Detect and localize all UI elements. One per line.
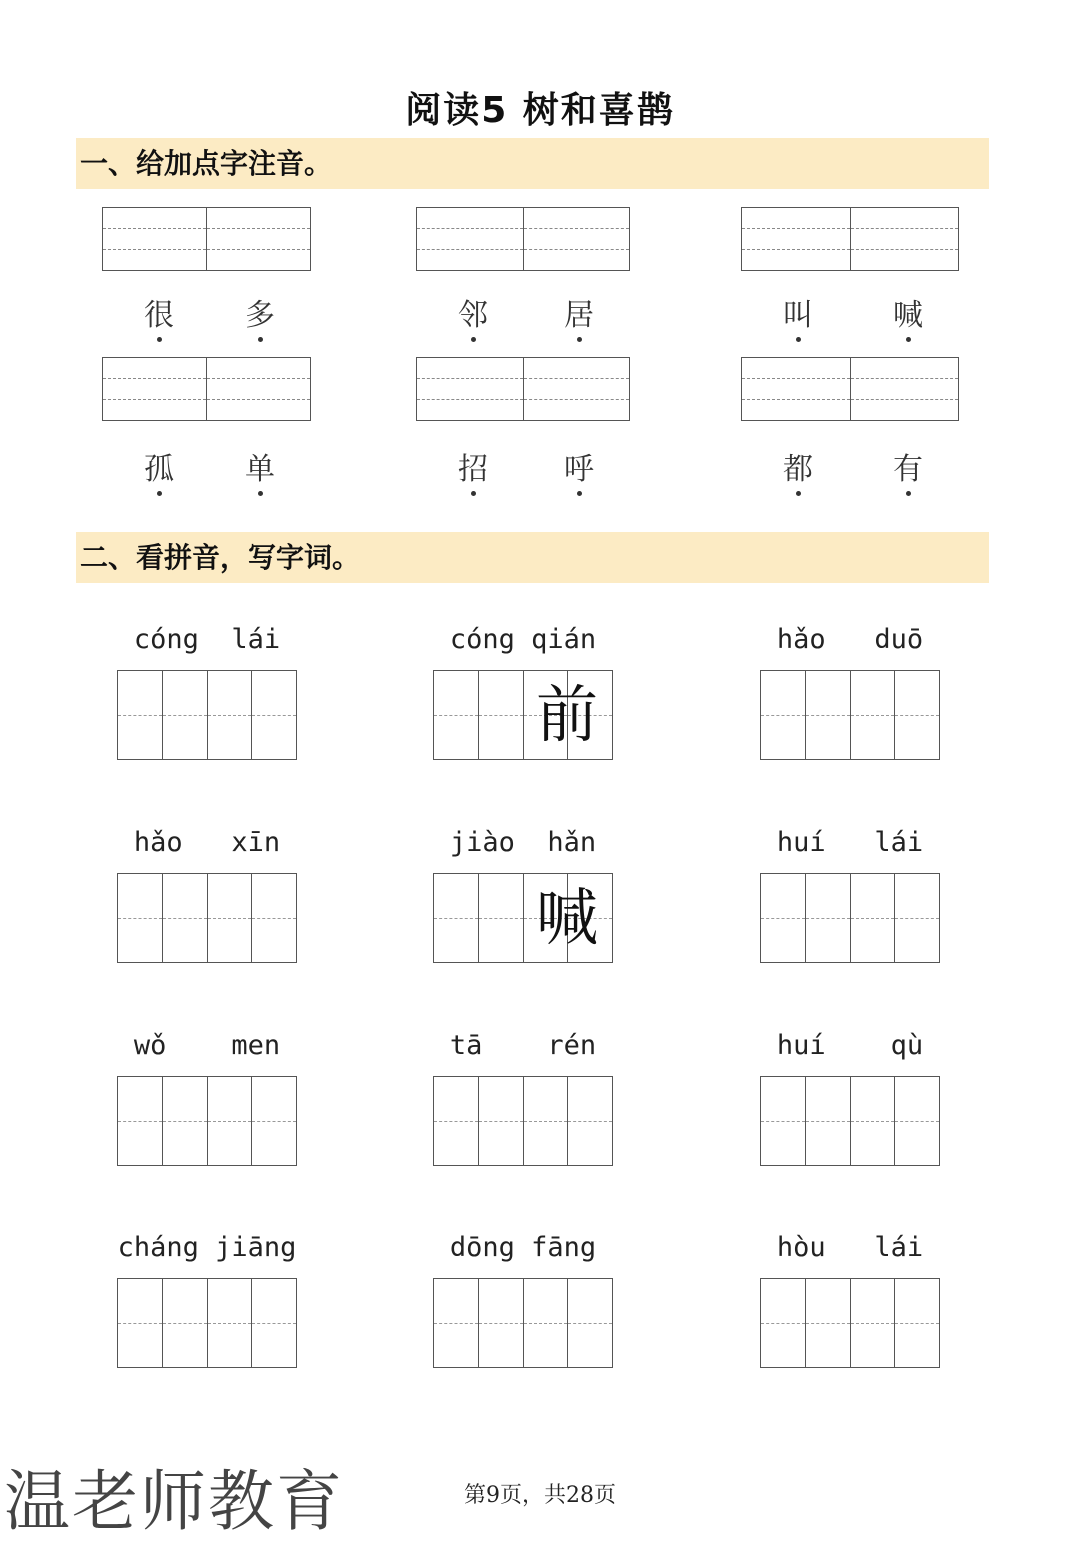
dotted-character: 孤 <box>144 444 174 488</box>
grid-half-cell[interactable] <box>251 671 296 759</box>
grid-half-cell[interactable] <box>761 1279 805 1367</box>
dotted-character: 呼 <box>564 444 594 488</box>
tianzige-writing-grid[interactable] <box>117 1278 297 1368</box>
dotted-character: 单 <box>245 444 275 488</box>
pinyin-label: cóng lái <box>133 624 281 655</box>
pinyin-label: tā rén <box>449 1030 597 1061</box>
grid-half-cell[interactable] <box>434 874 478 962</box>
grid-half-cell[interactable] <box>207 874 252 962</box>
dotted-character: 都 <box>783 444 813 488</box>
grid-half-cell[interactable] <box>805 671 850 759</box>
tianzige-writing-grid[interactable] <box>117 1076 297 1166</box>
grid-half-cell[interactable] <box>251 1077 296 1165</box>
pinyin-answer-cell[interactable] <box>103 208 206 270</box>
grid-half-cell[interactable] <box>894 1077 939 1165</box>
pinyin-answer-cell[interactable] <box>742 358 850 420</box>
pinyin-answer-box[interactable] <box>741 357 959 421</box>
pinyin-answer-cell[interactable] <box>742 208 850 270</box>
grid-half-cell[interactable] <box>850 1279 895 1367</box>
tianzige-writing-grid[interactable] <box>433 873 613 963</box>
grid-half-cell[interactable] <box>850 1077 895 1165</box>
grid-half-cell[interactable] <box>805 1077 850 1165</box>
word-characters <box>144 444 275 488</box>
grid-half-cell[interactable] <box>478 1279 523 1367</box>
grid-half-cell[interactable] <box>162 1279 207 1367</box>
grid-half-cell[interactable] <box>207 1077 252 1165</box>
grid-half-cell[interactable] <box>894 874 939 962</box>
grid-half-cell[interactable] <box>523 1077 568 1165</box>
grid-half-cell[interactable] <box>118 1279 162 1367</box>
dotted-character: 叫 <box>783 290 813 334</box>
dotted-character: 有 <box>893 444 923 488</box>
pinyin-answer-cell[interactable] <box>850 208 959 270</box>
grid-half-cell[interactable] <box>478 874 523 962</box>
page-title: 阅读5 树和喜鹊 <box>405 90 675 131</box>
pinyin-answer-box[interactable] <box>416 207 630 271</box>
grid-half-cell[interactable] <box>118 874 162 962</box>
grid-half-cell[interactable] <box>850 671 895 759</box>
tianzige-writing-grid[interactable] <box>760 1076 940 1166</box>
dotted-character: 邻 <box>458 290 488 334</box>
grid-half-cell[interactable] <box>478 1077 523 1165</box>
grid-half-cell[interactable] <box>251 1279 296 1367</box>
word-characters <box>458 290 594 334</box>
grid-half-cell[interactable] <box>162 1077 207 1165</box>
dotted-character: 很 <box>144 290 174 334</box>
grid-half-cell[interactable] <box>434 1279 478 1367</box>
word-characters <box>783 290 923 334</box>
grid-half-cell[interactable] <box>805 1279 850 1367</box>
pinyin-answer-box[interactable] <box>416 357 630 421</box>
grid-half-cell[interactable] <box>761 874 805 962</box>
pinyin-label: wǒ men <box>133 1030 281 1061</box>
grid-half-cell[interactable] <box>162 874 207 962</box>
grid-half-cell[interactable] <box>805 874 850 962</box>
grid-half-cell[interactable] <box>118 1077 162 1165</box>
word-characters <box>144 290 275 334</box>
example-character: 喊 <box>535 881 598 954</box>
pinyin-label: dōng fāng <box>449 1232 597 1263</box>
tianzige-writing-grid[interactable] <box>117 670 297 760</box>
pinyin-answer-box[interactable] <box>741 207 959 271</box>
dotted-character: 喊 <box>893 290 923 334</box>
grid-half-cell[interactable] <box>207 1279 252 1367</box>
pinyin-label: huí lái <box>776 827 924 858</box>
pinyin-answer-cell[interactable] <box>850 358 959 420</box>
tianzige-writing-grid[interactable] <box>760 1278 940 1368</box>
pinyin-label: cóng qián <box>449 624 597 655</box>
pinyin-answer-box[interactable] <box>102 357 311 421</box>
grid-half-cell[interactable] <box>894 671 939 759</box>
grid-half-cell[interactable] <box>567 1279 612 1367</box>
grid-half-cell[interactable] <box>207 671 252 759</box>
pinyin-answer-cell[interactable] <box>523 208 630 270</box>
grid-half-cell[interactable] <box>894 1279 939 1367</box>
grid-half-cell[interactable] <box>523 1279 568 1367</box>
grid-half-cell[interactable] <box>761 671 805 759</box>
grid-half-cell[interactable] <box>118 671 162 759</box>
pinyin-label: hǎo duō <box>776 624 924 655</box>
grid-half-cell[interactable] <box>162 671 207 759</box>
pinyin-answer-cell[interactable] <box>417 358 523 420</box>
dotted-character: 招 <box>458 444 488 488</box>
pinyin-answer-box[interactable] <box>102 207 311 271</box>
pinyin-label: hǎo xīn <box>133 827 281 858</box>
tianzige-writing-grid[interactable] <box>760 873 940 963</box>
grid-half-cell[interactable] <box>850 874 895 962</box>
watermark: 温老师教育 <box>4 1463 344 1540</box>
word-characters <box>783 444 923 488</box>
section-heading-write-words: 二、看拼音，写字词。 <box>76 532 989 583</box>
pinyin-label: huí qù <box>776 1030 924 1061</box>
tianzige-writing-grid[interactable] <box>433 1076 613 1166</box>
pinyin-answer-cell[interactable] <box>417 208 523 270</box>
grid-half-cell[interactable] <box>434 1077 478 1165</box>
tianzige-writing-grid[interactable] <box>433 1278 613 1368</box>
pinyin-answer-cell[interactable] <box>523 358 630 420</box>
tianzige-writing-grid[interactable] <box>760 670 940 760</box>
word-characters <box>458 444 594 488</box>
dotted-character: 居 <box>564 290 594 334</box>
pinyin-answer-cell[interactable] <box>206 358 310 420</box>
tianzige-writing-grid[interactable] <box>433 670 613 760</box>
pinyin-answer-cell[interactable] <box>103 358 206 420</box>
grid-half-cell[interactable] <box>478 671 523 759</box>
pinyin-label: hòu lái <box>776 1232 924 1263</box>
grid-half-cell[interactable] <box>567 1077 612 1165</box>
grid-half-cell[interactable] <box>761 1077 805 1165</box>
example-character: 前 <box>535 678 598 751</box>
pinyin-label: jiào hǎn <box>449 827 597 858</box>
pinyin-answer-cell[interactable] <box>206 208 310 270</box>
grid-half-cell[interactable] <box>434 671 478 759</box>
pinyin-label: cháng jiāng <box>117 1232 297 1263</box>
dotted-character: 多 <box>245 290 275 334</box>
grid-half-cell[interactable] <box>251 874 296 962</box>
page-number: 第9页，共28页 <box>464 1483 616 1508</box>
section-heading-phonetic: 一、给加点字注音。 <box>76 138 989 189</box>
tianzige-writing-grid[interactable] <box>117 873 297 963</box>
